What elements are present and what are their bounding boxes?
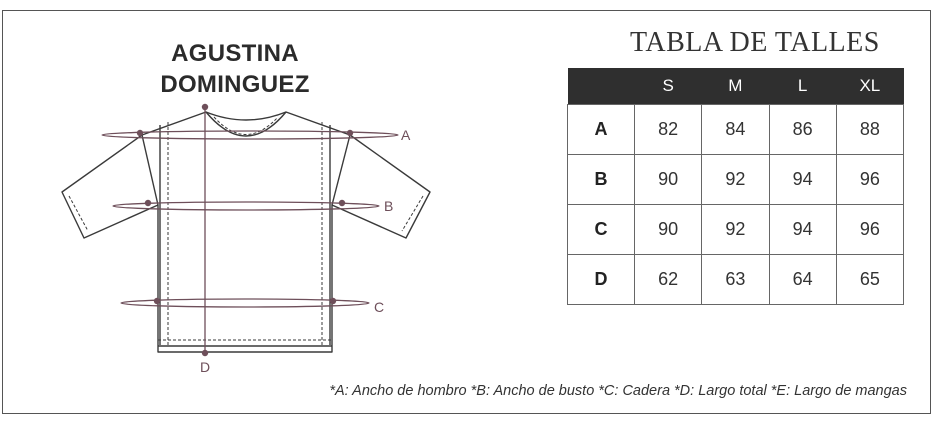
measure-label-d: D <box>200 359 211 375</box>
table-cell: 90 <box>635 205 702 255</box>
table-cell: 63 <box>702 255 769 305</box>
header-size-m: M <box>702 68 769 105</box>
row-label: B <box>568 155 635 205</box>
row-label: A <box>568 105 635 155</box>
header-size-s: S <box>635 68 702 105</box>
table-cell: 64 <box>769 255 836 305</box>
measure-label-c: C <box>374 299 385 315</box>
table-cell: 86 <box>769 105 836 155</box>
header-size-l: L <box>769 68 836 105</box>
shirt-outline <box>62 112 430 352</box>
measurement-dots <box>137 104 353 356</box>
table-cell: 96 <box>836 205 903 255</box>
table-cell: 88 <box>836 105 903 155</box>
row-label: D <box>568 255 635 305</box>
table-cell: 62 <box>635 255 702 305</box>
measure-label-a: A <box>401 127 411 143</box>
header-size-xl: XL <box>836 68 903 105</box>
measure-label-b: B <box>384 198 394 214</box>
dot-b-right <box>339 200 345 206</box>
table-cell: 82 <box>635 105 702 155</box>
table-cell: 90 <box>635 155 702 205</box>
table-cell: 92 <box>702 205 769 255</box>
table-cell: 94 <box>769 205 836 255</box>
table-cell: 92 <box>702 155 769 205</box>
table-title: TABLA DE TALLES <box>630 27 880 58</box>
table-cell: 94 <box>769 155 836 205</box>
brand-line-2: DOMINGUEZ <box>160 71 310 98</box>
table-cell: 65 <box>836 255 903 305</box>
dot-d-top <box>202 104 208 110</box>
brand-line-1: AGUSTINA <box>171 40 299 67</box>
dot-a-right <box>347 130 353 136</box>
row-label: C <box>568 205 635 255</box>
dot-b-left <box>145 200 151 206</box>
dot-c-left <box>154 298 160 304</box>
table-cell: 84 <box>702 105 769 155</box>
dot-a-left <box>137 130 143 136</box>
dot-c-right <box>330 298 336 304</box>
dot-d-bottom <box>202 350 208 356</box>
measurement-guides <box>102 107 398 353</box>
table-cell: 96 <box>836 155 903 205</box>
footnote: *A: Ancho de hombro *B: Ancho de busto *C: Cadera *D: Largo total *E: Largo de mangas <box>329 383 907 399</box>
